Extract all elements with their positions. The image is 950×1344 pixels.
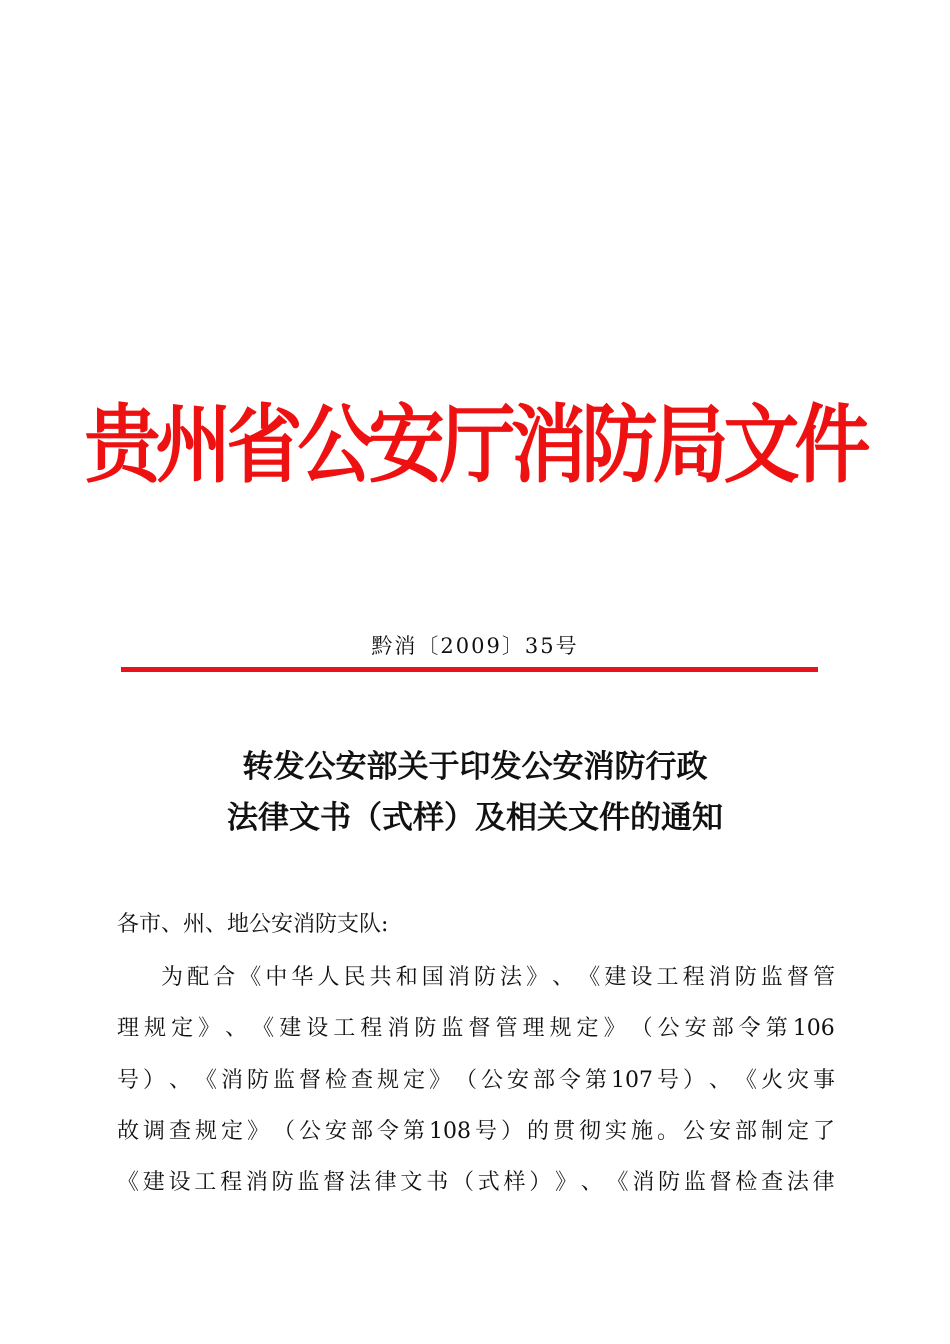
masthead-title: 贵州省公安厅消防局文件 <box>84 394 866 495</box>
red-divider-line <box>121 667 818 672</box>
body-line-5: 《 建 设 工 程 消 防 监 督 法 律 文 书 （ 式 样 ） 》 、 《 消 防 监 督 检 查 法 律 <box>117 1170 835 1195</box>
body-line-3: 号 ） 、 《 消 防 监 督 检 查 规 定 》 （ 公 安 部 令 第 107 号 ） 、 《 火 灾 事 <box>117 1068 835 1093</box>
notice-title-line-2: 法律文书（式样）及相关文件的通知 <box>227 800 723 836</box>
body-line-2: 理 规 定 》 、 《 建 设 工 程 消 防 监 督 管 理 规 定 》 （ 公 安 部 令 第 106 <box>117 1016 835 1041</box>
document-number: 黔消〔2009〕35号 <box>371 634 579 658</box>
notice-title-line-1: 转发公安部关于印发公安消防行政 <box>242 749 708 785</box>
salutation: 各市、州、地公安消防支队: <box>117 912 389 937</box>
body-line-4: 故 调 查 规 定 》 （ 公 安 部 令 第 108 号 ） 的 贯 彻 实 施 。 公 安 部 制 定 了 <box>117 1119 835 1144</box>
body-line-1: 为 配 合 《 中 华 人 民 共 和 国 消 防 法 》 、 《 建 设 工 程 消 防 监 督 管 <box>161 965 835 990</box>
